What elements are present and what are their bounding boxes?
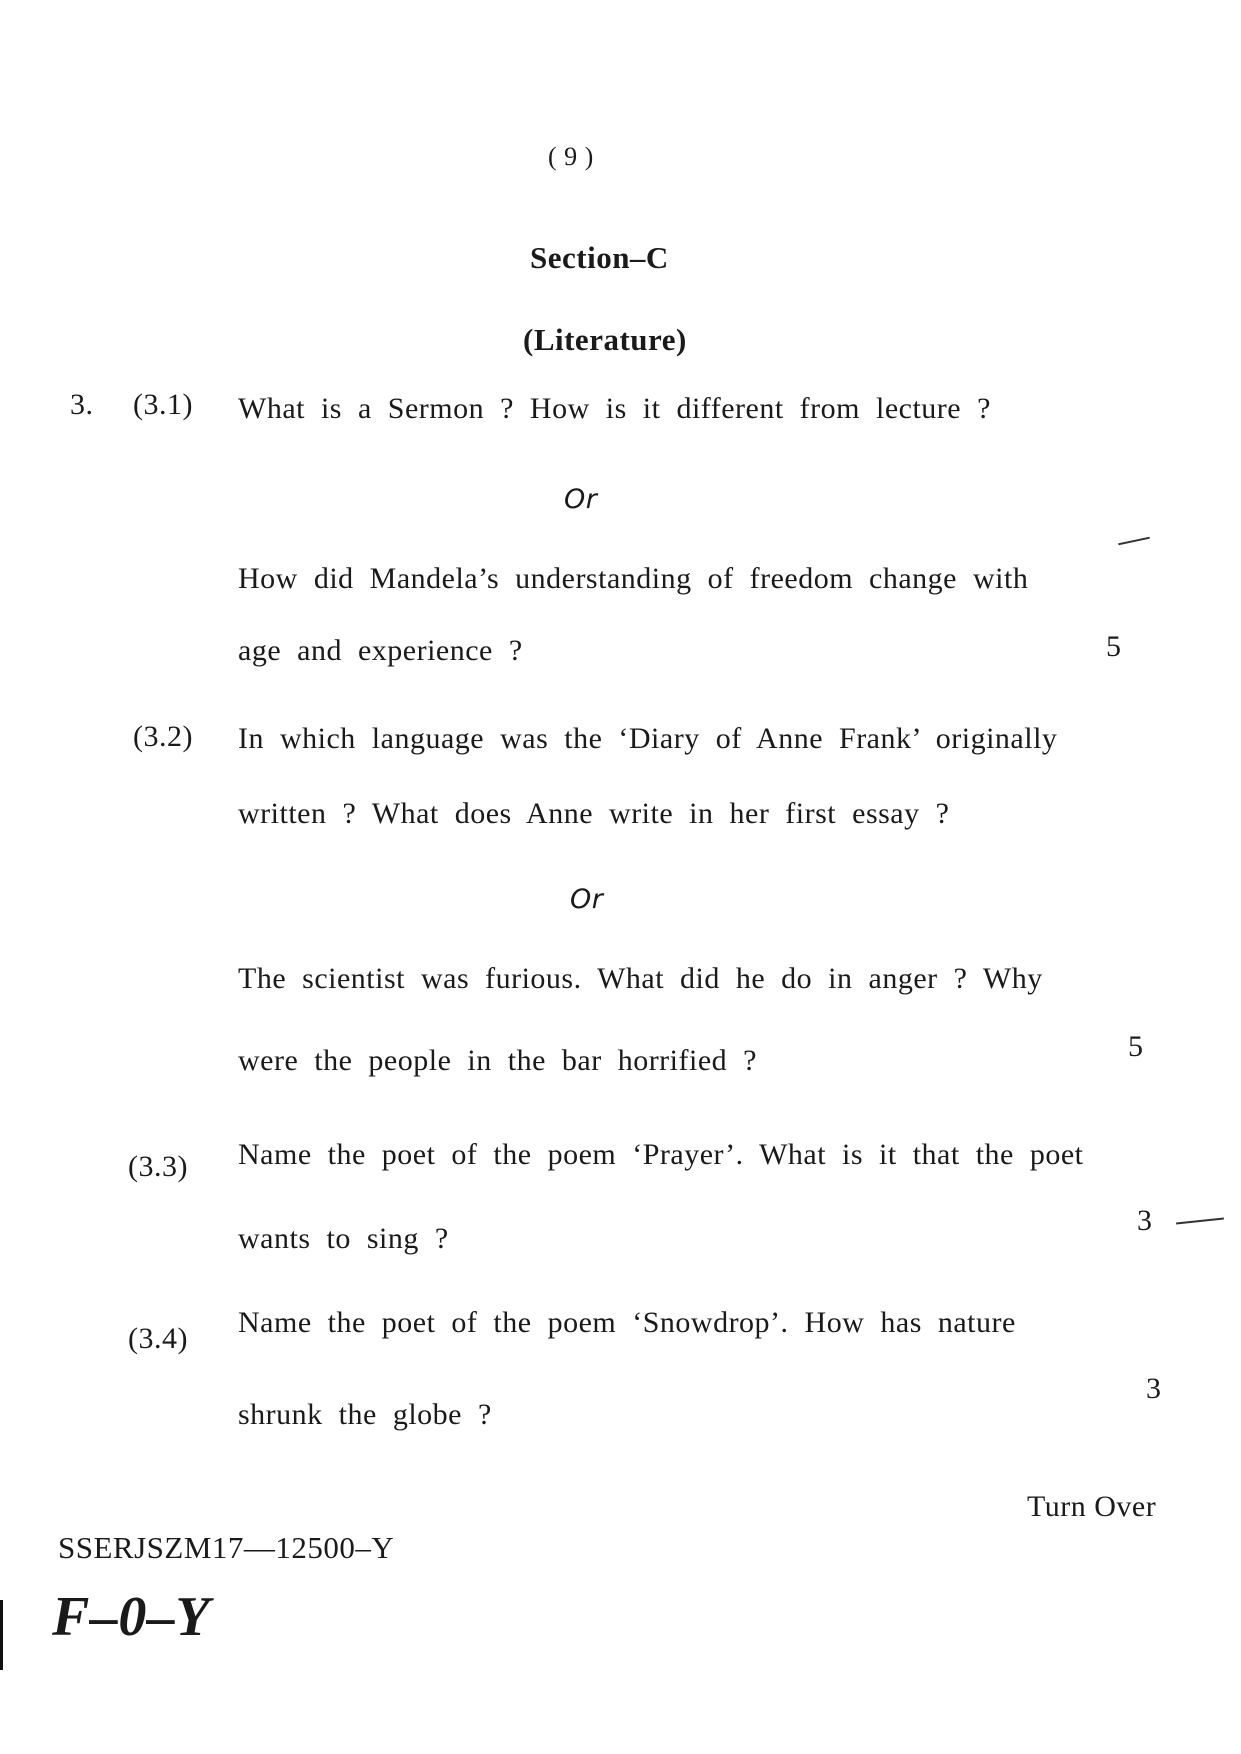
question-line: Name the poet of the poem ‘Prayer’. What is it that the poet: [238, 1138, 1084, 1171]
turn-over-label: Turn Over: [1027, 1490, 1157, 1523]
part-label-3-4: (3.4): [128, 1322, 188, 1355]
question-line: How did Mandela’s understanding of freedom change with: [238, 562, 1029, 595]
part-label-3-1: (3.1): [133, 388, 193, 421]
part-label-3-3: (3.3): [128, 1150, 188, 1183]
question-line: written ? What does Anne write in her first essay ?: [238, 797, 950, 830]
pen-mark: [1176, 1217, 1224, 1224]
scan-edge-mark: [0, 1600, 3, 1670]
question-line: Name the poet of the poem ‘Snowdrop’. How has nature: [238, 1306, 1016, 1339]
section-subtitle: (Literature): [523, 322, 687, 357]
or-separator: Or: [564, 484, 598, 515]
pen-mark: [1118, 537, 1150, 546]
marks: 5: [1106, 630, 1122, 663]
question-number: 3.: [70, 388, 94, 421]
marks: 3: [1137, 1204, 1153, 1237]
marks: 5: [1128, 1030, 1144, 1063]
question-line: shrunk the globe ?: [238, 1398, 492, 1431]
or-separator: Or: [570, 884, 604, 915]
section-title: Section–C: [530, 240, 669, 275]
paper-code: SSERJSZM17—12500–Y: [58, 1530, 395, 1565]
form-code: F–0–Y: [52, 1586, 211, 1648]
question-line: The scientist was furious. What did he do in anger ? Why: [238, 962, 1043, 995]
question-line: wants to sing ?: [238, 1222, 449, 1255]
question-line: In which language was the ‘Diary of Anne Frank’ originally: [238, 722, 1058, 755]
question-line: What is a Sermon ? How is it different from lecture ?: [238, 392, 991, 425]
marks: 3: [1146, 1372, 1162, 1405]
question-line: age and experience ?: [238, 634, 523, 667]
part-label-3-2: (3.2): [133, 720, 193, 753]
question-line: were the people in the bar horrified ?: [238, 1044, 757, 1077]
page-number: ( 9 ): [548, 142, 594, 171]
